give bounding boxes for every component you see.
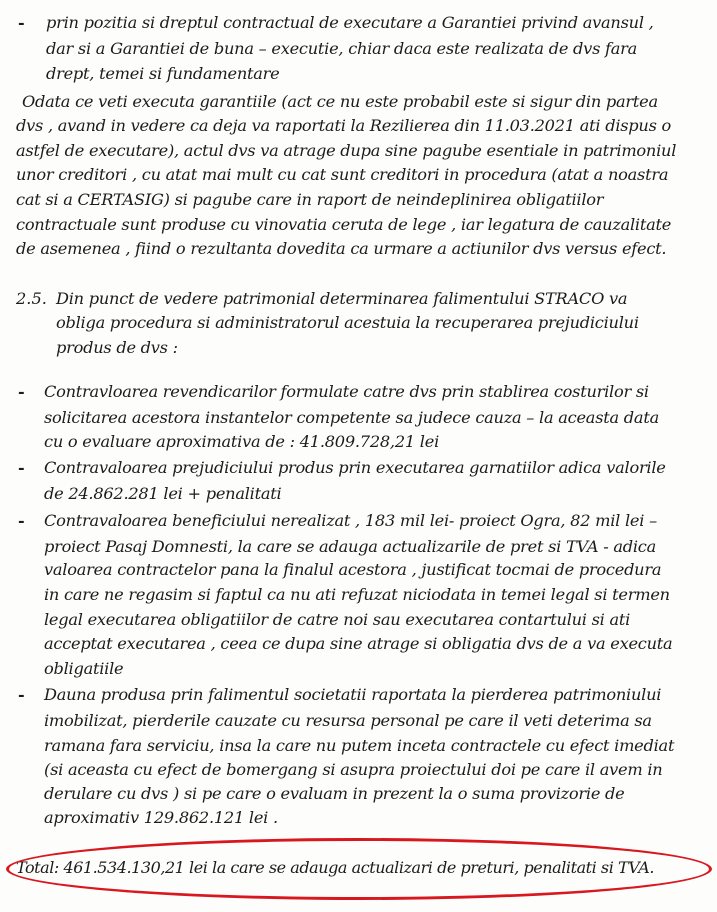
text-line: prin pozitia si dreptul contractual de executare a Garantiei privind avansul , [46, 13, 654, 32]
text-line: dar si a Garantiei de buna – executie, chiar daca este realizata de dvs fara [46, 39, 638, 58]
text-line: Odata ce veti executa garantiile (act ce nu este probabil este si sigur din partea [22, 92, 658, 111]
text-line: solicitarea acestora instantelor competente sa judece cauza – la aceasta data [44, 408, 659, 427]
text-line: cu o evaluare aproximativa de : 41.809.728,21 lei [44, 432, 439, 451]
text-line: de 24.862.281 lei + penalitati [44, 484, 282, 503]
text-line: aproximativ 129.862.121 lei . [44, 808, 278, 827]
text-line: valoarea contractelor pana la finalul acestora , justificat tocmai de procedura [44, 560, 662, 579]
text-line: dvs , avand in vedere ca deja va raportati la Rezilierea din 11.03.2021 ati dispus o [16, 116, 672, 135]
text-line: Din punct de vedere patrimonial determinarea falimentului STRACO va [56, 289, 628, 308]
text-line: derulare cu dvs ) si pe care o evaluam in prezent la o suma provizorie de [44, 784, 625, 803]
total-line: Total: 461.534.130,21 lei la care se adauga actualizari de preturi, penalitati si TVA. [16, 858, 654, 877]
text-line: produs de dvs : [56, 338, 178, 357]
text-line: de asemenea , fiind o rezultanta dovedita ca urmare a actiunilor dvs versus efect. [16, 239, 667, 258]
text-line: astfel de executare), actul dvs va atrage dupa sine pagube esentiale in patrimoniul [16, 141, 677, 160]
text-line: Dauna produsa prin falimentul societatii raportata la pierderea patrimoniului [44, 685, 662, 704]
text-line: legal executarea obligatiilor de catre noi sau executarea contartului si ati [44, 610, 631, 629]
text-line: contractuale sunt produse cu vinovatia ceruta de lege , iar legatura de cauzalitate [16, 215, 672, 234]
bullet-dash: - [18, 511, 25, 530]
text-line: ramana fara serviciu, insa la care nu putem inceta contractele cu efect imediat [44, 736, 675, 755]
text-line: proiect Pasaj Domnesti, la care se adauga actualizarile de pret si TVA - adica [44, 537, 656, 556]
text-line: in care ne regasim si faptul ca nu ati refuzat niciodata in temei legal si termen [44, 585, 670, 604]
highlight-oval [6, 838, 712, 900]
text-line: (si aceasta cu efect de bomergang si asupra proiectului doi pe care il avem in [44, 760, 663, 779]
text-line: unor creditori , cu atat mai mult cu cat sunt creditori in procedura (atat a noastra [16, 165, 669, 184]
text-line: Contravaloarea beneficiului nerealizat , 183 mil lei- proiect Ogra, 82 mil lei – [44, 511, 657, 530]
text-line: cat si a CERTASIG) si pagube care in raport de neindeplinirea obligatiilor [16, 190, 604, 209]
bullet-dash: - [18, 458, 25, 477]
text-line: drept, temei si fundamentare [46, 64, 280, 83]
text-line: obligatiile [44, 659, 124, 678]
text-line: Contravaloarea prejudiciului produs prin executarea garnatiilor adica valorile [44, 458, 666, 477]
bullet-dash: - [18, 382, 25, 401]
text-line: Contravloarea revendicarilor formulate catre dvs prin stablirea costurilor si [44, 382, 649, 401]
bullet-dash: - [18, 13, 25, 32]
section-number: 2.5. [16, 289, 47, 308]
text-line: obliga procedura si administratorul acestuia la recuperarea prejudiciului [56, 313, 639, 332]
text-line: acceptat executarea , ceea ce dupa sine atrage si obligatia dvs de a va executa [44, 634, 673, 653]
text-line: imobilizat, pierderile cauzate cu resursa personal pe care il veti deterima sa [44, 711, 652, 730]
bullet-dash: - [18, 685, 25, 704]
